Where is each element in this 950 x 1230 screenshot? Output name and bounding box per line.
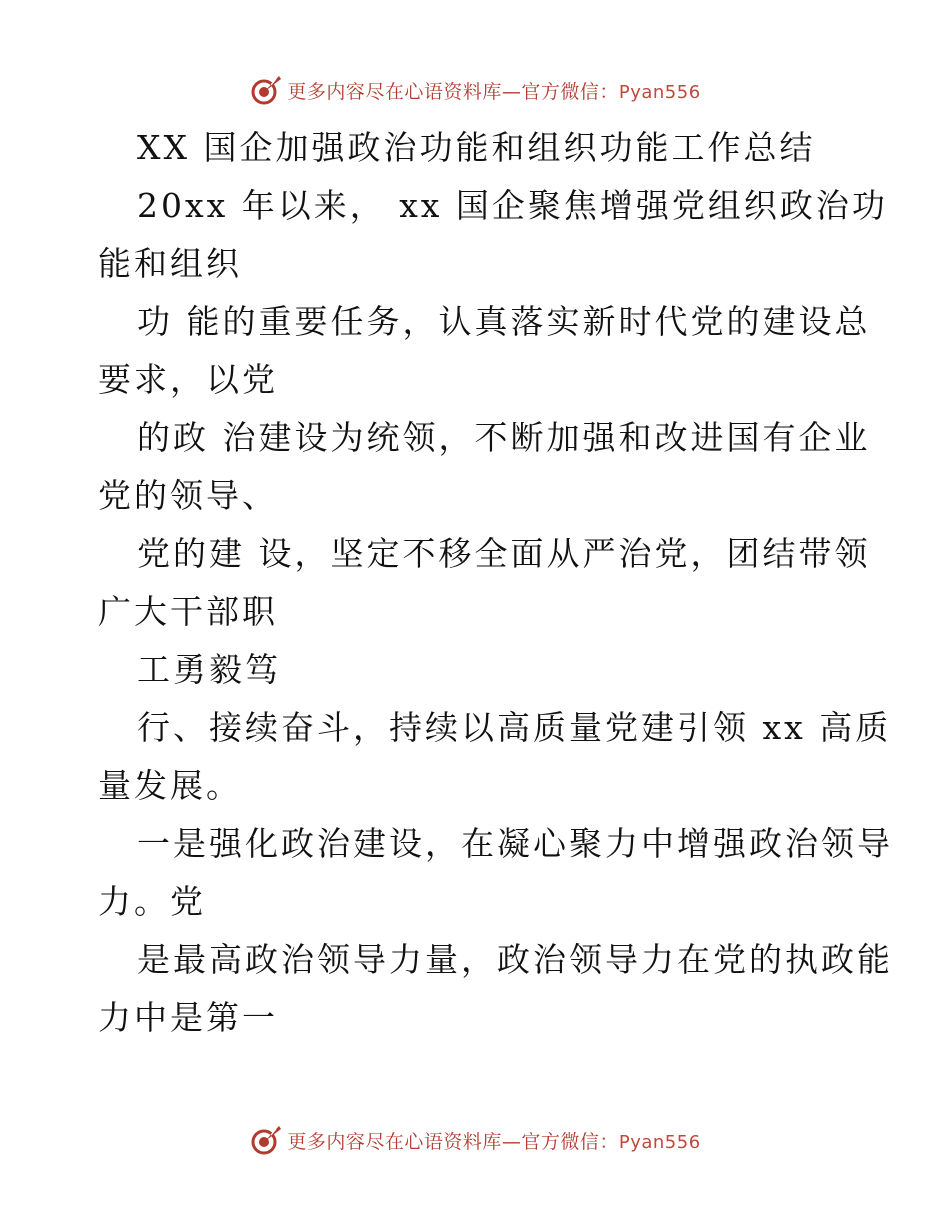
paragraph-line: 广大干部职 [98, 592, 278, 631]
paragraph-line: 党的建 设，坚定不移全面从严治党，团结带领 [137, 534, 871, 573]
footer-watermark [0, 1120, 950, 1160]
paragraph-line: 量发展。 [98, 766, 242, 805]
quill-logo-icon [249, 73, 283, 107]
quill-logo-icon [249, 1123, 283, 1157]
paragraph-line: 党的领导、 [98, 476, 278, 515]
paragraph-line: 能和组织 [98, 244, 242, 283]
paragraph-line: 功 能的重要任务，认真落实新时代党的建设总 [137, 302, 871, 341]
paragraph-line: 行、接续奋斗，持续以高质量党建引领 xx 高质 [137, 708, 892, 747]
paragraph-line: 力中是第一 [98, 998, 278, 1037]
paragraph-line: 是最高政治领导力量，政治领导力在党的执政能 [137, 940, 893, 979]
paragraph-line: 20xx 年以来， xx 国企聚焦增强党组织政治功 [137, 186, 888, 225]
watermark-text: 更多内容尽在心语资料库—官方微信：Pyan556 [287, 1130, 701, 1153]
document-title: XX 国企加强政治功能和组织功能工作总结 [137, 128, 816, 167]
paragraph-line: 一是强化政治建设，在凝心聚力中增强政治领导 [137, 824, 893, 863]
header-watermark [0, 70, 950, 110]
paragraph-line: 力。党 [98, 882, 206, 921]
paragraph-line: 工勇毅笃 [137, 650, 281, 689]
watermark-text: 更多内容尽在心语资料库—官方微信：Pyan556 [287, 80, 701, 103]
paragraph-line: 要求，以党 [98, 360, 278, 399]
paragraph-line: 的政 治建设为统领，不断加强和改进国有企业 [137, 418, 871, 457]
